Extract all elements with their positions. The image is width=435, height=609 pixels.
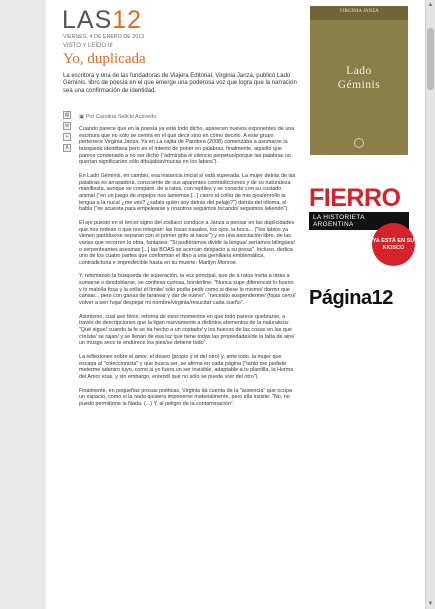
fierro-badge: YA ESTÁ EN SU KIOSCO: [372, 223, 415, 266]
email-icon[interactable]: ✉: [64, 123, 70, 129]
masthead-number: 12: [112, 6, 143, 34]
book-author: VIRGINIA JANZA: [339, 9, 379, 14]
masthead-logo[interactable]: [62, 6, 142, 35]
pagina12-logo[interactable]: [309, 287, 419, 310]
paragraph: Cuando parece que en la poesía ya está todo dicho, aparecen nuevos exponentes de una escritura que no sólo se centra en el qué decir sino en cómo decirlo. A este grupo pertenece Virginia Janza. Ya en La cajita de Pandora (2008) comenzaba a asomarse la búsqueda identitaria pero en el intento de poner en palabras, finalmente, aquello que parece condenado a no ser dicho ("admiraba el silencio perpetuo/porque las palabras no querían significar/en sólo dibujaban/mucas en los labios").: [79, 126, 295, 166]
pagina-number: 12: [371, 287, 393, 309]
font-size-icon[interactable]: A: [63, 144, 71, 152]
masthead-prefix: LAS: [62, 6, 113, 34]
book-title: [310, 64, 408, 92]
book-title-line: Géminis: [337, 79, 381, 91]
article-body: [79, 126, 297, 415]
paragraph: En Lado Géminis, en cambio, esa instancia inicial sí está superada. La mujer detrás de las palabras es arrasadora, consciente de sus aparentes contradicciones y de su naturaleza manifiesta, aunque se compare, de a ratos, con reptiles y se conecte con su costado animal ("en un juego de espejos nos lamemos [...] cierro el collar de mis ojos/enrollo la lengua a la nuca/ ¿me ves? ¿sabés quién soy detrás del pelaje?") detrás del idioma, el habla ("se acuesta para empelearse y nosotros seguimos tocando/ seguimos latiendo").: [79, 172, 296, 213]
article-title: Yo, duplicada: [63, 51, 146, 67]
paragraph: Asimismo, cual ave fénix, retorna de esos momentos en que todo parece quebrarse, a través de descripciones que la ligan nuevamente a distintos elementos de la naturaleza: "Qué sigue/ cuando la fe se ha hecho a un costado/ y los huecos de las cosas en las que creíste/ se rajan/ y se llenan de esa luz que tiene todas las propiedades/de la falta de aire/ un musgo seco te endurece los pies/se detiene todo".: [79, 313, 295, 347]
article-tools: [63, 111, 73, 155]
issue-date: VIERNES, 4 DE ENERO DE 2013: [63, 34, 145, 40]
author-name: Por Carolina Selicki Acevedo: [85, 114, 157, 120]
paragraph: La reflexiones sobre el amor, el deseo (propio y el del otro) y, ante todo, la mujer que escapa al "coleccionista" y que busca ser, se afirma en cada página ("tanto me pediste meterme adentro tuyo, como si yo fuera un ser invisible, adaptable a tu plantilla, la Horma del Amor eras, y sin embargo, entendí que no sólo se puede vivir del otro").: [79, 354, 294, 380]
paragraph: Finalmente, en pequeñas prosas poéticas, Virginia da cuenta de la "ausencia" que ocupa un espacio, como si la nada quisiera imponerse materialmente, pero ella insiste: "No, no puedo permitirme la Nada. (...) Y, al peligro de la contaminación".: [79, 387, 292, 407]
book-cover-image[interactable]: [310, 6, 408, 155]
print-icon[interactable]: ▤: [64, 112, 70, 118]
article-lead: La escritora y una de las fundadoras de Viajera Editorial, Virginia Janza, publicó Lado Géminis, libro de poesía en el que emerge una poderosa voz que logra que la narración sea una confirmación de identidad.: [63, 73, 297, 94]
author-icon: ▣: [79, 114, 85, 120]
page: [46, 0, 426, 609]
paragraph: El eje puesto en el tercer signo del zodíaco conduce a Janza a pensar en las duplicidades que nos rodean o que nos integran: las fosas nasales, los ojos, la boca... ("los labios ya vienen partidos/se separan con el primer grito al nacer") y en una asociación libre, de las varias que recorren la obra, fantasea: "Si pudiéramos dividir la lengua/ seríamos bilingües/ o serpenteantes asesinas [...] las BOAS se acercan despacio a su presa". Incluso, dedica uno de los cuatro partes que conforman el libro a una gemiliana emblemática, contradictoria e impredecible hasta en su muerte: Marilyn Monroe.: [79, 219, 295, 266]
share-icon[interactable]: +: [63, 133, 71, 141]
author-byline: [79, 114, 156, 120]
fierro-title: FIERRO: [309, 184, 401, 212]
vertical-scrollbar[interactable]: [425, 0, 435, 609]
pagina-name: Página: [309, 287, 372, 309]
fierro-subtitle: LA HISTORIETA ARGENTINA: [309, 212, 409, 230]
scroll-down-icon[interactable]: ▼: [427, 601, 434, 607]
scrollbar-thumb[interactable]: [427, 28, 434, 90]
fierro-ad[interactable]: [309, 184, 419, 251]
paragraph: Y, retomando la búsqueda de superación, la voz principal, que de a ratos invita a otras a sumarse o desdoblarse, se confiesa curiosa, borderline: "Nunca supe diferenciar lo bueno y lo malo/la fosa y la orilla/ el límite/ sólo podía pedir como si diese lo mismo/ dormir que cansar... pero con ganas de tararear y dar de nuevo", "necesito suspenderme/ (fojas cero)/ volver a ser/ hoja/ despejar mi nombre/virginia/resucitar cada sueño".: [79, 273, 296, 307]
publisher-logo-icon: [354, 138, 364, 148]
book-title-line: Lado: [346, 65, 372, 77]
section-label: VISTO Y LEÍDO III: [63, 43, 113, 49]
scroll-up-icon[interactable]: ▲: [427, 2, 434, 8]
